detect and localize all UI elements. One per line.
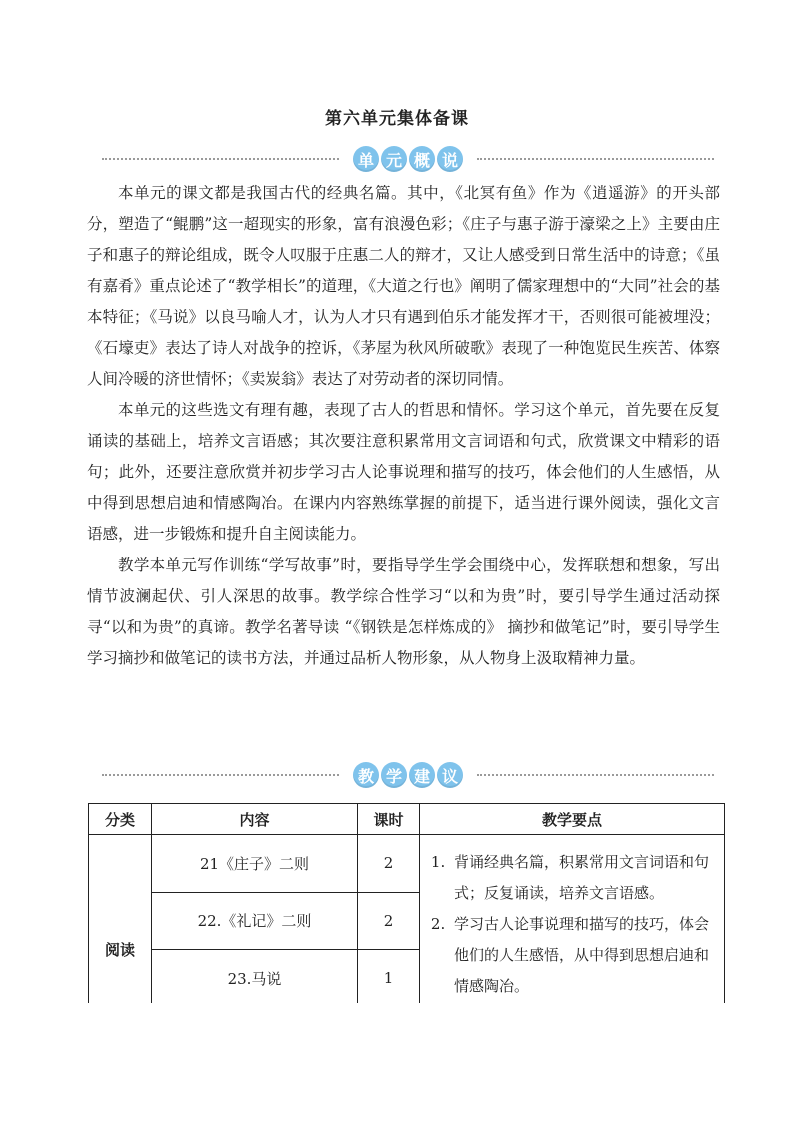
dotted-divider (477, 774, 714, 776)
header-points: 教学要点 (420, 804, 725, 835)
section-title-char: 建 (409, 762, 435, 788)
overview-text (87, 178, 720, 674)
page-title: 第六单元集体备课 (325, 109, 469, 129)
section-title-char: 议 (437, 762, 463, 788)
category-cell: 阅读 (89, 835, 152, 1065)
hours-cell: 2 (358, 892, 420, 950)
dotted-divider (102, 774, 339, 776)
section-title-overview (353, 146, 463, 172)
content-cell: 21《庄子》二则 (152, 835, 358, 893)
section-title-char: 元 (381, 146, 407, 172)
content-cell: 22.《礼记》二则 (152, 892, 358, 950)
hours-cell: 1 (358, 950, 420, 1008)
section-title-suggestions (353, 762, 463, 788)
paragraph: 教学本单元写作训练“学写故事”时，要指导学生学会围绕中心，发挥联想和想象，写出情节波澜起伏、引人深思的故事。教学综合性学习“以和为贵”时，要引导学生通过活动探寻“以和为贵”的真谛。教学名著导读 “《钢铁是怎样炼成的》 摘抄和做笔记”时，要引导学生学习摘抄和做笔记的读书方法，并通过品析人物形象，从人物身上汲取精神力量。 (87, 556, 720, 667)
paragraph: 本单元的课文都是我国古代的经典名篇。其中，《北冥有鱼》作为《逍遥游》的开头部分，塑造了“鲲鹏”这一超现实的形象，富有浪漫色彩；《庄子与惠子游于濠梁之上》主要由庄子和惠子的辩论组成，既令人叹服于庄惠二人的辩才，又让人感受到日常生活中的诗意；《虽有嘉肴》重点论述了“教学相长”的道理，《大道之行也》阐明了儒家理想中的“大同”社会的基本特征；《马说》以良马喻人才，认为人才只有遇到伯乐才能发挥才干，否则很可能被埋没；《石壕吏》表达了诗人对战争的控诉，《茅屋为秋风所破歌》表现了一种饱览民生疾苦、体察人间冷暖的济世情怀；《卖炭翁》表达了对劳动者的深切同情。 (87, 184, 720, 388)
section-title-char: 概 (409, 146, 435, 172)
section-title-char: 说 (437, 146, 463, 172)
section-header-overview (102, 142, 714, 176)
dotted-divider (102, 158, 339, 160)
table-row (89, 835, 725, 893)
dotted-divider (477, 158, 714, 160)
hours-cell: 2 (358, 835, 420, 893)
header-hours: 课时 (358, 804, 420, 835)
paragraph: 本单元的这些选文有理有趣，表现了古人的哲思和情怀。学习这个单元，首先要在反复诵读的基础上，培养文言语感；其次要注意积累常用文言词语和句式，欣赏课文中精彩的语句；此外，还要注意欣赏并初步学习古人论事说理和描写的技巧，体会他们的人生感悟，从中得到思想启迪和情感陶冶。在课内内容熟练掌握的前提下，适当进行课外阅读，强化文言语感，进一步锻炼和提升自主阅读能力。 (87, 401, 720, 543)
list-item: 1. 背诵经典名篇，积累常用文言词语和句式；反复诵读，培养文言语感。 (450, 847, 714, 909)
section-title-char: 单 (353, 146, 379, 172)
section-header-suggestions (102, 758, 714, 792)
table-header-row (89, 804, 725, 835)
section-title-char: 教 (353, 762, 379, 788)
header-category: 分类 (89, 804, 152, 835)
header-content: 内容 (152, 804, 358, 835)
content-cell: 23.马说 (152, 950, 358, 1008)
section-title-char: 学 (381, 762, 407, 788)
list-item: 2. 学习古人论事说理和描写的技巧，体会他们的人生感悟，从中得到思想启迪和情感陶冶。 (450, 909, 714, 1002)
page-bottom-margin (0, 1003, 794, 1123)
